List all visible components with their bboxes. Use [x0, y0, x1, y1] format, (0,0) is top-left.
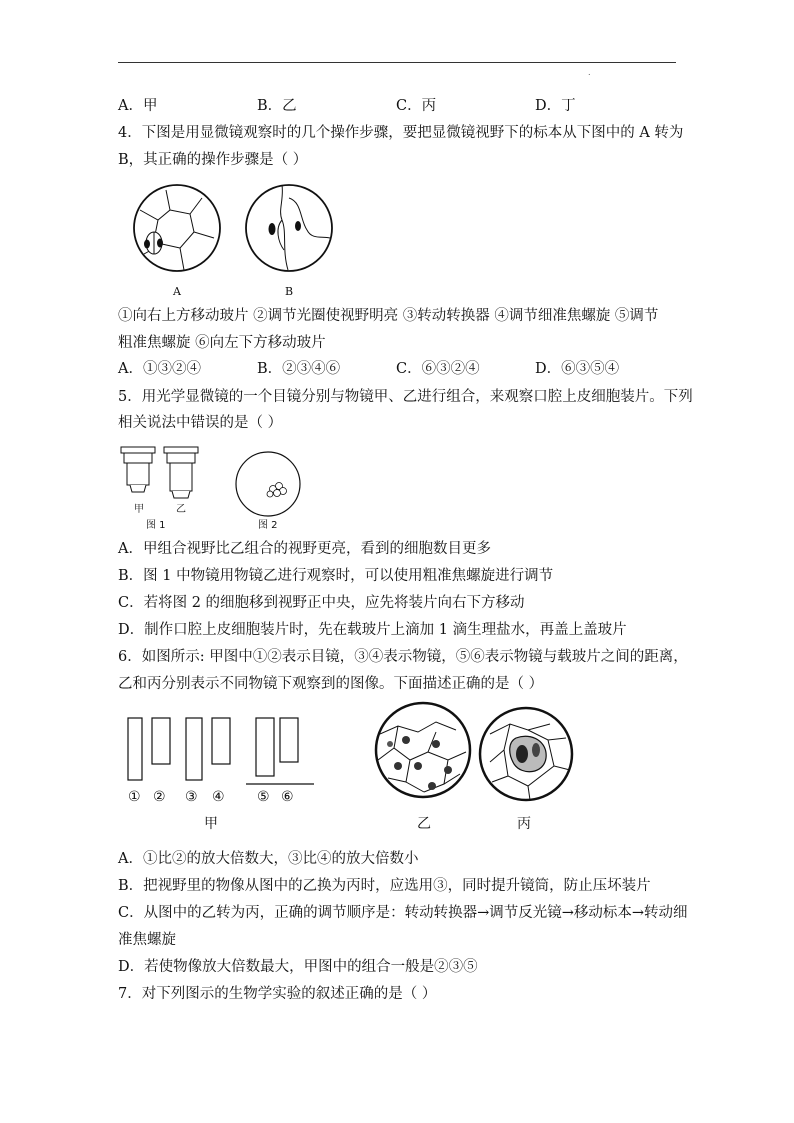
q6-option-a[interactable]: A．①比②的放大倍数大，③比④的放大倍数小 — [118, 851, 419, 867]
num-label-1: ① — [128, 789, 141, 805]
num-label-5: ⑤ — [257, 789, 270, 805]
q4-option-a[interactable]: A．①③②④ — [118, 361, 201, 377]
q3-option-b[interactable]: B．乙 — [257, 98, 297, 114]
objective-jia — [121, 447, 155, 492]
q4-steps-line2: 粗准焦螺旋 ⑥向左下方移动玻片 — [118, 335, 326, 351]
q5-stem-line2: 相关说法中错误的是（ ） — [118, 415, 283, 431]
q4-figure — [132, 180, 332, 302]
q5-label-jia: 甲 — [134, 504, 144, 515]
q4-stem-line1: 4．下图是用显微镜观察时的几个操作步骤，要把显微镜视野下的标本从下图中的 A 转为 — [118, 125, 684, 141]
q5-option-d[interactable]: D．制作口腔上皮细胞装片时，先在载玻片上滴加 1 滴生理盐水，再盖上盖玻片 — [118, 622, 627, 638]
q3-option-c[interactable]: C．丙 — [396, 98, 437, 114]
q3-option-d[interactable]: D．丁 — [535, 98, 576, 114]
q6-view-bing — [480, 708, 572, 800]
q3-option-a[interactable]: A．甲 — [118, 98, 158, 114]
q4-view-a — [134, 185, 220, 271]
q4-option-d[interactable]: D．⑥③⑤④ — [535, 361, 620, 377]
q4-stem-line2: B，其正确的操作步骤是（ ） — [118, 152, 308, 168]
q4-option-b[interactable]: B．②③④⑥ — [257, 361, 341, 377]
q5-field-of-view — [236, 452, 300, 516]
num-label-4: ④ — [212, 789, 225, 805]
q6-view-yi — [376, 703, 470, 797]
objective-6 — [280, 718, 298, 762]
q5-label-fig2: 图 2 — [258, 520, 278, 531]
q6-label-yi: 乙 — [417, 816, 431, 832]
num-label-6: ⑥ — [281, 789, 294, 805]
q5-stem-line1: 5．用光学显微镜的一个目镜分别与物镜甲、乙进行组合，来观察口腔上皮细胞装片。下列 — [118, 389, 693, 405]
q5-option-c[interactable]: C．若将图 2 的细胞移到视野正中央，应先将装片向右下方移动 — [118, 595, 525, 611]
q4-view-b — [246, 185, 332, 271]
header-rule — [118, 62, 676, 63]
eyepiece-1 — [128, 718, 142, 780]
q7-stem: 7．对下列图示的生物学实验的叙述正确的是（ ） — [118, 986, 437, 1002]
q6-option-c-line1[interactable]: C．从图中的乙转为丙，正确的调节顺序是：转动转换器→调节反光镜→移动标本→转动细 — [118, 905, 688, 921]
q6-label-bing: 丙 — [517, 816, 531, 832]
eyepiece-2 — [152, 718, 170, 764]
q5-label-fig1: 图 1 — [146, 520, 166, 531]
q4-option-c[interactable]: C．⑥③②④ — [396, 361, 480, 377]
q6-label-jia: 甲 — [204, 816, 218, 832]
num-label-3: ③ — [185, 789, 198, 805]
num-label-2: ② — [153, 789, 166, 805]
q4-steps-line1: ①向右上方移动玻片 ②调节光圈使视野明亮 ③转动转换器 ④调节细准焦螺旋 ⑤调节 — [118, 308, 659, 324]
q6-option-c-line2[interactable]: 准焦螺旋 — [118, 932, 176, 948]
q5-figure — [118, 444, 308, 532]
q4-fig-label-b: B — [285, 285, 294, 298]
q4-fig-label-a: A — [173, 285, 181, 298]
objective-3 — [186, 718, 202, 780]
q6-option-d[interactable]: D．若使物像放大倍数最大，甲图中的组合一般是②③⑤ — [118, 959, 478, 975]
q6-stem-line1: 6．如图所示: 甲图中①②表示目镜，③④表示物镜，⑤⑥表示物镜与载玻片之间的距离， — [118, 649, 688, 665]
q6-option-b[interactable]: B．把视野里的物像从图中的乙换为丙时，应选用③，同时提升镜筒，防止压坏装片 — [118, 878, 651, 894]
q6-figure — [118, 704, 588, 840]
q5-option-a[interactable]: A．甲组合视野比乙组合的视野更亮，看到的细胞数目更多 — [118, 541, 491, 557]
objective-yi — [164, 447, 198, 498]
objective-5 — [256, 718, 274, 776]
q5-label-yi: 乙 — [176, 504, 186, 515]
header-dot: . — [588, 68, 591, 77]
q6-stem-line2: 乙和丙分别表示不同物镜下观察到的图像。下面描述正确的是（ ） — [118, 676, 544, 692]
q5-option-b[interactable]: B．图 1 中物镜用物镜乙进行观察时，可以使用粗准焦螺旋进行调节 — [118, 568, 554, 584]
objective-4 — [212, 718, 230, 764]
